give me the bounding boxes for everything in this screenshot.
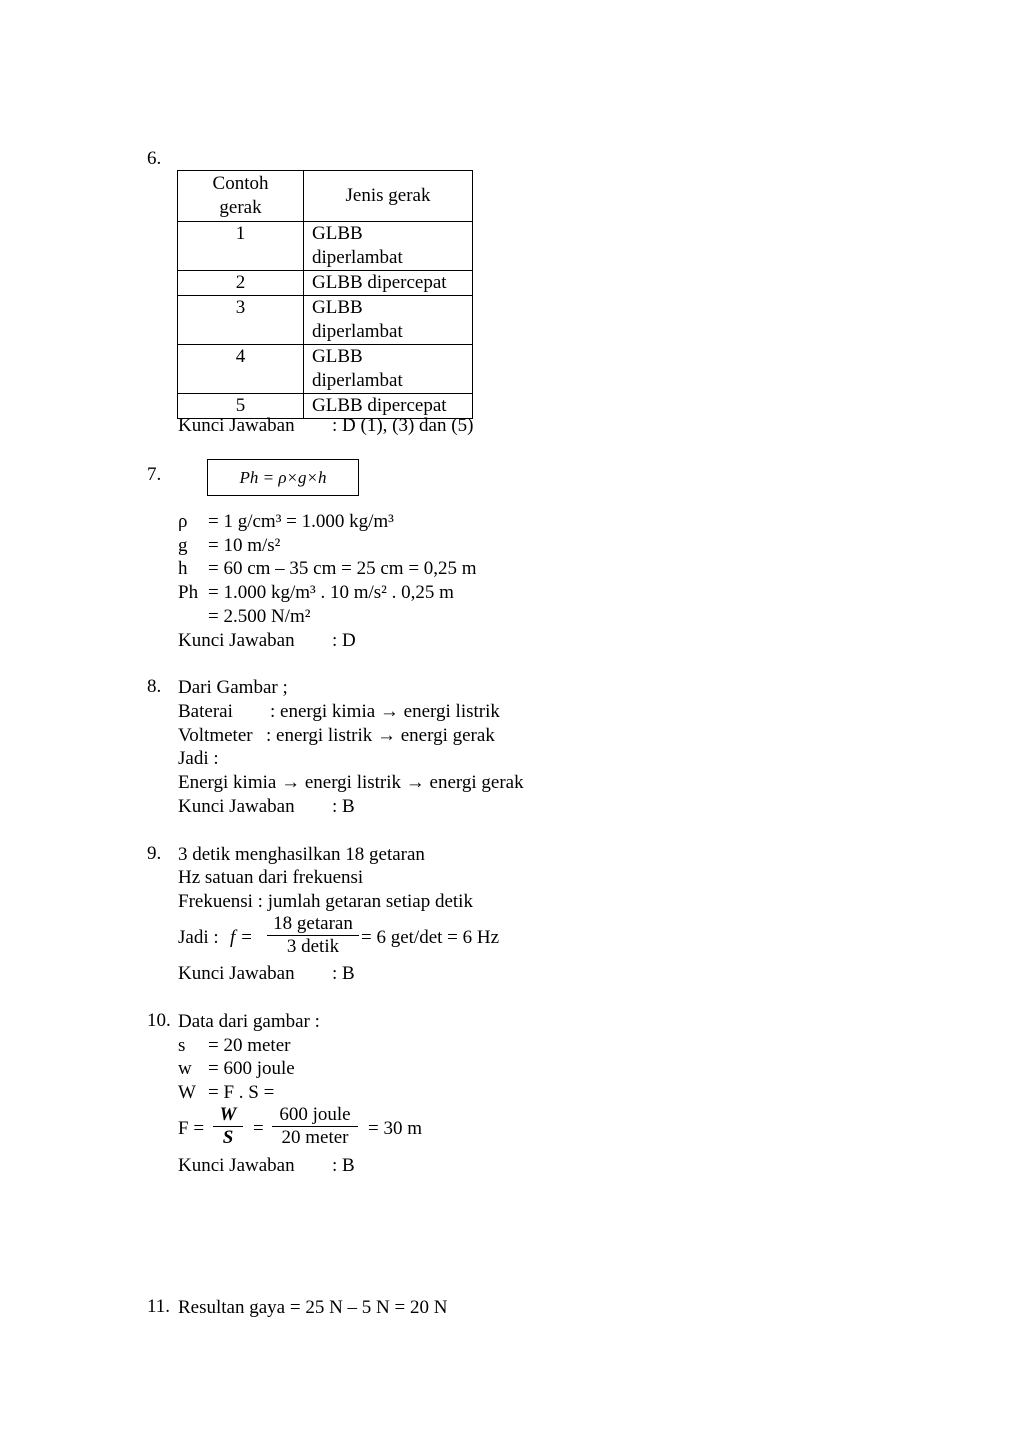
- row-type: GLBB diperlambat: [304, 222, 473, 271]
- row-number: 4: [178, 345, 304, 394]
- q10-f-label: F =: [178, 1118, 205, 1139]
- q6-number: 6.: [147, 148, 162, 169]
- row-type: GLBB dipercepat: [304, 394, 473, 419]
- q10-result: = 30 m: [368, 1118, 422, 1139]
- q11-text: Resultan gaya = 25 N – 5 N = 20 N: [178, 1297, 448, 1318]
- row-number: 5: [178, 394, 304, 419]
- q9-result: = 6 get/det = 6 Hz: [361, 927, 500, 948]
- table-row: [178, 296, 473, 345]
- q10-fraction-ws: [213, 1104, 243, 1149]
- q9-line1: 3 detik menghasilkan 18 getaran: [178, 844, 425, 865]
- q11-number: 11.: [147, 1296, 171, 1317]
- row-number: 3: [178, 296, 304, 345]
- table-row: [178, 222, 473, 271]
- q10-intro: Data dari gambar :: [178, 1011, 320, 1032]
- q10-number: 10.: [147, 1010, 171, 1031]
- q9-jadi: Jadi :: [178, 927, 219, 948]
- document-page: 6. Contoh gerak Jenis gerak 1 GLBB diperlambat 2 GLBB dipercepat 3 GLBB diperlambat 4 GLBB diperlambat 5 GLBB dipercepat Kunci Jawaban : D (1), (3) dan (5) 7. Ph = ρ×g×h ρ = 1 g/cm³ = 1.000 kg/m³ g = 10 m/s² h = 60 cm – 35 cm = 25 cm = 0,25 m Ph = 1.000 kg/m³ . 10 m/s² . 0,25 m = 2.500 N/m² Kunci Jawaban : D 8. Dari Gambar ; Baterai : energi kimia → energi listrik Voltmeter : energi listrik → energi gerak Jadi : Energi kimia → energi listrik → energi gerak Kunci Jawaban : B 9. 3 detik menghasilkan 18 getaran Hz satuan dari frekuensi Frekuensi : jumlah getaran setiap detik Jadi : f = 18 getaran 3 detik = 6 get/det = 6 Hz Kunci Jawaban : B 10. Data dari gambar : s = 20 meter w = 600 joule W = F . S = F = $\frac{W}{S}$ = 600 joule 20 meter = 30 m Kunci Jawaban : B 11. Resultan gaya = 25 N – 5 N = 20 N: [147, 148, 524, 1318]
- q9-line2: Hz satuan dari frekuensi: [178, 867, 364, 888]
- q10-den2: 20 meter: [272, 1126, 358, 1149]
- q8-number: 8.: [147, 676, 162, 697]
- table-row: [178, 271, 473, 296]
- header-contoh-gerak: Contoh gerak: [178, 171, 304, 222]
- q10-equals: =: [253, 1118, 264, 1139]
- motion-table: [177, 170, 473, 419]
- row-number: 1: [178, 222, 304, 271]
- row-number: 2: [178, 271, 304, 296]
- q8-jadi: Jadi :: [178, 748, 219, 769]
- q10-num2: 600 joule: [279, 1104, 351, 1125]
- q9-line3: Frekuensi : jumlah getaran setiap detik: [178, 891, 473, 912]
- q10-fraction-values: [272, 1104, 358, 1149]
- q10-den1: S: [213, 1126, 243, 1149]
- row-type: GLBB dipercepat: [304, 271, 473, 296]
- q9-f-symbol: f =: [230, 927, 253, 948]
- row-type: GLBB diperlambat: [304, 296, 473, 345]
- q10-num1: W: [219, 1104, 237, 1125]
- q9-fraction: [267, 913, 359, 958]
- row-type: GLBB diperlambat: [304, 345, 473, 394]
- q9-denominator: 3 detik: [267, 935, 359, 958]
- table-row: [178, 345, 473, 394]
- q8-intro: Dari Gambar ;: [178, 677, 288, 698]
- q7-number: 7.: [147, 464, 162, 485]
- q8-conclusion: Energi kimia → energi listrik → energi gerak: [178, 772, 524, 793]
- table-header-row: [178, 171, 473, 222]
- q9-number: 9.: [147, 843, 162, 864]
- q9-numerator: 18 getaran: [273, 913, 353, 934]
- header-jenis-gerak: Jenis gerak: [304, 171, 473, 222]
- pressure-formula-box: Ph = ρ×g×h: [207, 459, 359, 496]
